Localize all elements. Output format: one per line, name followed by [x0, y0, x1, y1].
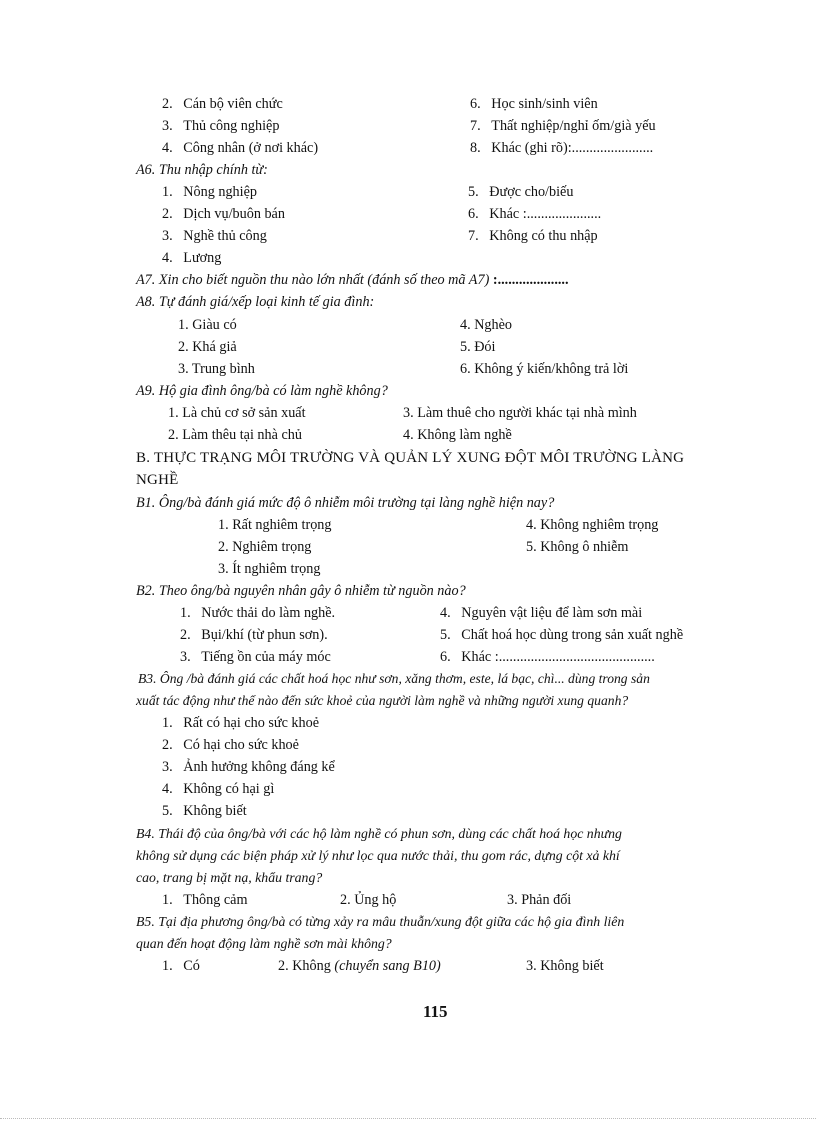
a5-option-2: 2. Cán bộ viên chức: [162, 96, 283, 112]
a6-option-5: 5. Được cho/biếu: [468, 184, 574, 200]
b5-option-2-line: [278, 957, 441, 975]
a7-question-line: [136, 271, 569, 289]
b5-option-3: 3. Không biết: [526, 958, 604, 974]
section-b-title-line-2: NGHỀ: [136, 472, 179, 488]
b2-option-4: 4. Nguyên vật liệu để làm sơn mài: [440, 605, 643, 621]
b2-option-1: 1. Nước thải do làm nghề.: [180, 605, 336, 621]
b5-option-1: 1. Có: [162, 958, 200, 974]
b2-option-3: 3. Tiếng ồn của máy móc: [180, 649, 331, 665]
a8-option-6: 6. Không ý kiến/không trả lời: [460, 361, 629, 377]
b1-option-3: 3. Ít nghiêm trọng: [218, 561, 321, 577]
b1-option-2: 2. Nghiêm trọng: [218, 539, 312, 555]
b5-option-2: 2. Không: [278, 958, 335, 974]
a5-option-4: 4. Công nhân (ở nơi khác): [162, 140, 319, 156]
b3-question-line-2: xuất tác động như thế nào đến sức khoẻ của người làm nghề và những người xung quanh?: [136, 693, 629, 708]
b2-question: B2. Theo ông/bà nguyên nhân gây ô nhiễm từ nguồn nào?: [136, 583, 466, 599]
a8-option-4: 4. Nghèo: [460, 317, 513, 333]
section-b-title-line-1: B. THỰC TRẠNG MÔI TRƯỜNG VÀ QUẢN LÝ XUNG ĐỘT MÔI TRƯỜNG LÀNG: [136, 450, 685, 466]
a9-option-4: 4. Không làm nghề: [403, 427, 512, 443]
b1-option-1: 1. Rất nghiêm trọng: [218, 517, 332, 533]
a5-option-3: 3. Thủ công nghiệp: [162, 118, 280, 134]
b3-option-3: 3. Ảnh hưởng không đáng kể: [162, 759, 335, 775]
b5-question-line-2: quan đến hoạt động làm nghề sơn mài không?: [136, 936, 392, 951]
a5-option-7: 7. Thất nghiệp/nghỉ ốm/già yếu: [470, 118, 656, 134]
a8-option-5: 5. Đói: [460, 339, 496, 355]
b3-option-4: 4. Không có hại gì: [162, 781, 275, 797]
a6-option-4: 4. Lương: [162, 250, 222, 266]
a8-option-2: 2. Khá giả: [178, 339, 237, 355]
a8-question: A8. Tự đánh giá/xếp loại kinh tế gia đình:: [136, 294, 375, 310]
b4-question-line-1: B4. Thái độ của ông/bà với các hộ làm nghề có phun sơn, dùng các chất hoá học nhưng: [136, 826, 622, 841]
b3-option-5: 5. Không biết: [162, 803, 247, 819]
a9-option-2: 2. Làm thêu tại nhà chủ: [168, 427, 302, 443]
b3-option-1: 1. Rất có hại cho sức khoẻ: [162, 715, 320, 731]
a7-question: A7. Xin cho biết nguồn thu nào lớn nhất (đánh số theo mã A7): [136, 272, 493, 288]
a6-question: A6. Thu nhập chính từ:: [136, 162, 268, 178]
b2-option-5: 5. Chất hoá học dùng trong sản xuất nghề: [440, 627, 684, 643]
b2-option-6: 6. Khác :............................................: [440, 649, 655, 665]
bottom-dotted-border: [0, 1118, 816, 1119]
b5-question-line-1: B5. Tại địa phương ông/bà có từng xảy ra mâu thuẫn/xung đột giữa các hộ gia đình liên: [136, 914, 625, 929]
a9-option-3: 3. Làm thuê cho người khác tại nhà mình: [403, 405, 637, 421]
a6-option-1: 1. Nông nghiệp: [162, 184, 257, 200]
b3-option-2: 2. Có hại cho sức khoẻ: [162, 737, 299, 753]
a6-option-7: 7. Không có thu nhập: [468, 228, 598, 244]
a7-answer-blank: :....................: [492, 272, 569, 288]
b2-option-2: 2. Bụi/khí (từ phun sơn).: [180, 627, 328, 643]
b4-question-line-3: cao, trang bị mặt nạ, khẩu trang?: [136, 870, 323, 885]
a5-option-6: 6. Học sinh/sinh viên: [470, 96, 598, 112]
b4-option-1: 1. Thông cảm: [162, 892, 248, 908]
b1-option-4: 4. Không nghiêm trọng: [526, 517, 659, 533]
a8-option-1: 1. Giàu có: [178, 317, 237, 333]
a9-question: A9. Hộ gia đình ông/bà có làm nghề không?: [136, 383, 388, 399]
b4-question-line-2: không sử dụng các biện pháp xử lý như lọc qua nước thải, thu gom rác, dựng cột xả khí: [136, 848, 620, 863]
a8-option-3: 3. Trung bình: [178, 361, 255, 377]
a6-option-6: 6. Khác :.....................: [468, 206, 602, 222]
a6-option-2: 2. Dịch vụ/buôn bán: [162, 206, 285, 222]
a6-option-3: 3. Nghề thủ công: [162, 228, 267, 244]
b3-question-line-1: B3. Ông /bà đánh giá các chất hoá học như sơn, xăng thơm, este, lá bạc, chì... dùng trong sản: [138, 671, 650, 686]
b5-option-2-note: (chuyển sang B10): [334, 958, 441, 974]
page-number: 115: [423, 1002, 448, 1021]
b1-question: B1. Ông/bà đánh giá mức độ ô nhiễm môi trường tại làng nghề hiện nay?: [136, 495, 555, 511]
b1-option-5: 5. Không ô nhiễm: [526, 539, 629, 555]
b4-option-3: 3. Phản đối: [507, 892, 572, 908]
b4-option-2: 2. Ủng hộ: [340, 892, 397, 908]
a5-option-8: 8. Khác (ghi rõ):.......................: [470, 140, 654, 156]
a9-option-1: 1. Là chủ cơ sở sản xuất: [168, 405, 306, 421]
